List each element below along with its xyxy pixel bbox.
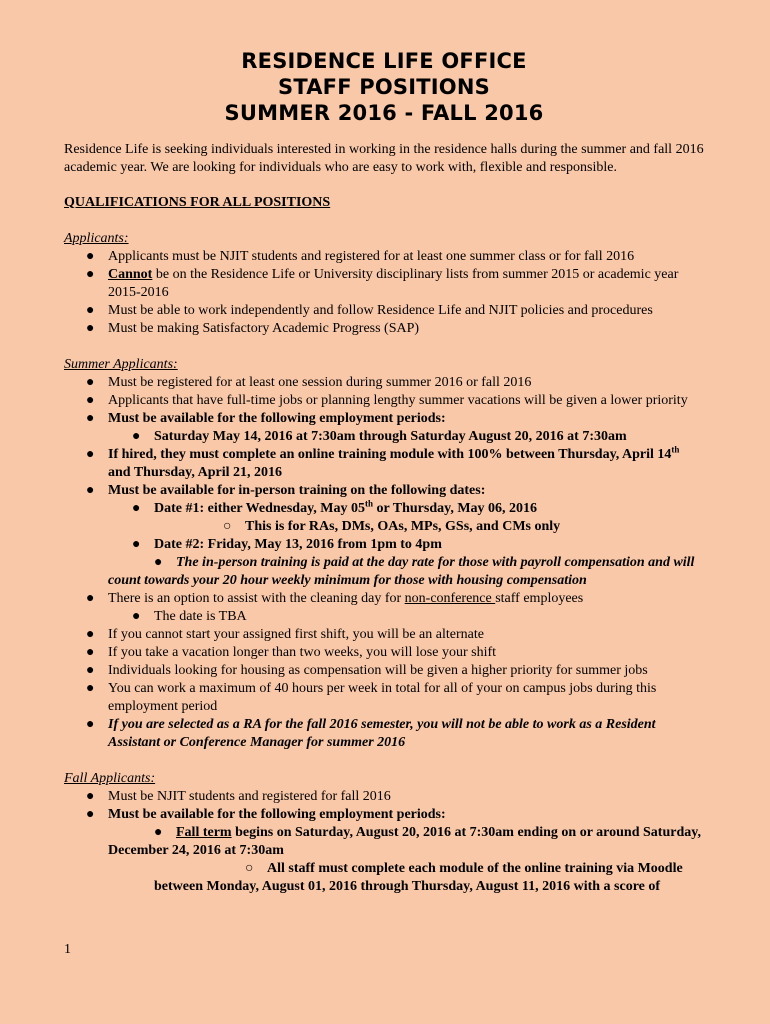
list-item: ● Must be making Satisfactory Academic Progress (SAP) <box>86 321 420 336</box>
bullet-icon: ● <box>86 411 95 426</box>
list-item: ● Must be registered for at least one session during summer 2016 or fall 2016 <box>86 375 532 390</box>
page-number: 1 <box>64 942 71 957</box>
list-item: ● Individuals looking for housing as compensation will be given a higher priority for summer jobs <box>86 663 648 678</box>
bullet-icon: ● <box>86 663 95 678</box>
bullet-icon: ● <box>86 789 95 804</box>
bullet-icon: ● <box>86 303 95 318</box>
cannot-word: Cannot <box>108 267 153 282</box>
fall-list <box>64 788 704 896</box>
bullet-icon: ● <box>132 609 141 624</box>
bullet-icon: ● <box>86 627 95 642</box>
list-item: ● Saturday May 14, 2016 at 7:30am through Saturday August 20, 2016 at 7:30am <box>132 429 627 444</box>
bullet-icon: ● <box>86 321 95 336</box>
title-line-3: SUMMER 2016 - FALL 2016 <box>224 101 544 125</box>
list-item: ● Must be able to work independently and follow Residence Life and NJIT policies and procedures <box>86 303 653 318</box>
document-page <box>64 48 704 896</box>
document-title <box>64 48 704 126</box>
bullet-icon: ● <box>86 645 95 660</box>
fall-applicants-label: Fall Applicants: <box>64 771 156 786</box>
bullet-icon: ● <box>86 375 95 390</box>
summer-applicants-label: Summer Applicants: <box>64 357 178 372</box>
list-item: ● Applicants must be NJIT students and registered for at least one summer class or for fall 2016 <box>86 249 635 264</box>
bullet-icon: ● <box>86 717 95 732</box>
list-item: ● Must be available for in-person training on the following dates: <box>86 483 486 498</box>
circle-bullet-icon: ○ <box>245 861 254 876</box>
list-item: ● Date #2: Friday, May 13, 2016 from 1pm to 4pm <box>132 537 442 552</box>
qualifications-heading: QUALIFICATIONS FOR ALL POSITIONS <box>64 195 331 210</box>
list-item: ● If you are selected as a RA for the fall 2016 semester, you will not be able to work as a Resident Assistant or Conference Manager for summer 2016 <box>86 717 656 750</box>
bullet-icon: ● <box>132 501 141 516</box>
bullet-icon: ● <box>86 447 95 462</box>
bullet-icon: ● <box>86 267 95 282</box>
bullet-icon: ● <box>86 681 95 696</box>
bullet-icon: ● <box>86 249 95 264</box>
list-item: ● The date is TBA <box>132 609 247 624</box>
list-item: ○ This is for RAs, DMs, OAs, MPs, GSs, and CMs only <box>223 519 561 534</box>
bullet-icon: ● <box>154 825 163 840</box>
bullet-icon: ● <box>86 393 95 408</box>
list-item: ● Date #1: either Wednesday, May 05th or Thursday, May 06, 2016 <box>132 498 538 516</box>
list-item: ● You can work a maximum of 40 hours per week in total for all of your on campus jobs during this employment period <box>86 681 657 714</box>
title-line-1: RESIDENCE LIFE OFFICE <box>241 49 527 73</box>
bullet-icon: ● <box>86 591 95 606</box>
summer-list <box>64 374 704 752</box>
applicants-label: Applicants: <box>64 231 129 246</box>
intro-paragraph: Residence Life is seeking individuals interested in working in the residence halls during the summer and fall 2016 academic year. We are looking for individuals who are easy to work with, flexible and responsible. <box>64 142 704 175</box>
circle-bullet-icon: ○ <box>223 519 232 534</box>
list-item: ● The in-person training is paid at the day rate for those with payroll compensation and will count towards your 20 hour weekly minimum for those with housing compensation <box>108 555 695 588</box>
applicants-list <box>64 248 704 338</box>
bullet-icon: ● <box>86 483 95 498</box>
list-item: ● If you cannot start your assigned first shift, you will be an alternate <box>86 627 484 642</box>
bullet-icon: ● <box>154 555 163 570</box>
bullet-icon: ● <box>86 807 95 822</box>
bullet-icon: ● <box>132 429 141 444</box>
list-item: ● Fall term begins on Saturday, August 20, 2016 at 7:30am ending on or around Saturday, December 24, 2016 at 7:30am <box>108 825 701 858</box>
list-item: ● There is an option to assist with the cleaning day for non-conference staff employees <box>86 591 584 606</box>
list-item: ● Must be available for the following employment periods: <box>86 411 446 426</box>
list-item: ● Applicants that have full-time jobs or planning lengthy summer vacations will be given a lower priority <box>86 393 688 408</box>
list-item: ○ All staff must complete each module of the online training via Moodle between Monday, August 01, 2016 through Thursday, August 11, 2016 with a score of <box>154 861 683 894</box>
list-item: ● Cannot be on the Residence Life or University disciplinary lists from summer 2015 or academic year 2015-2016 <box>86 267 679 300</box>
list-item: ● Must be available for the following employment periods: <box>86 807 446 822</box>
list-item: ● If you take a vacation longer than two weeks, you will lose your shift <box>86 645 497 660</box>
list-item: ● Must be NJIT students and registered for fall 2016 <box>86 789 391 804</box>
list-item: ● If hired, they must complete an online training module with 100% between Thursday, April 14th and Thursday, April 21, 2016 <box>86 444 680 480</box>
bullet-icon: ● <box>132 537 141 552</box>
title-line-2: STAFF POSITIONS <box>278 75 490 99</box>
